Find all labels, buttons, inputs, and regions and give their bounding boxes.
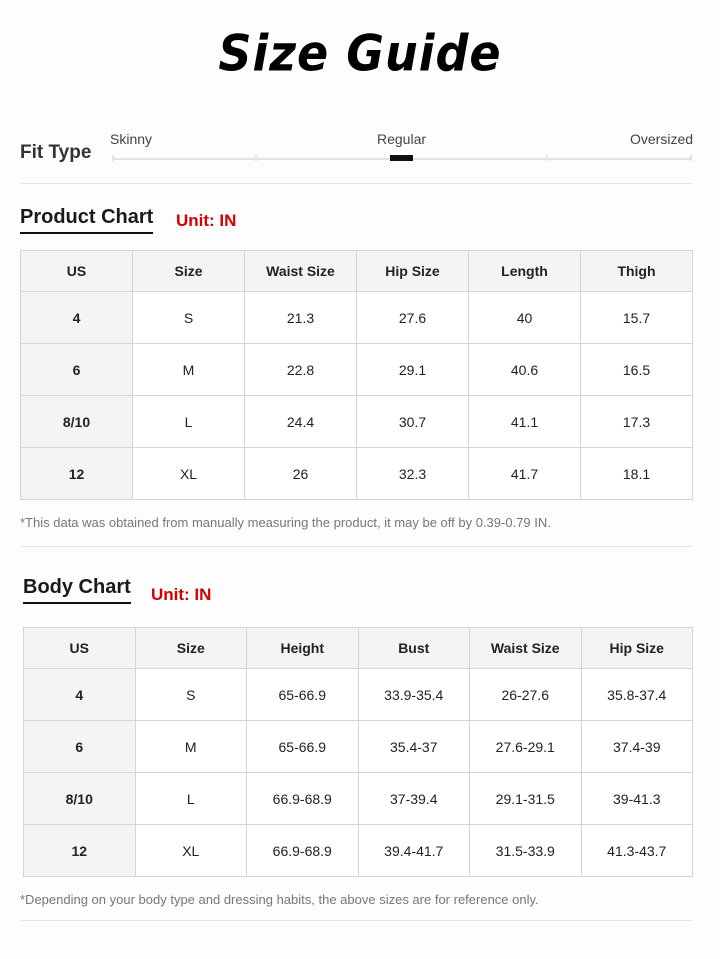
table-cell: 27.6 <box>357 292 469 344</box>
table-row <box>21 448 693 500</box>
product-chart-unit: Unit: IN <box>176 211 237 230</box>
page-title: Size Guide <box>218 23 502 83</box>
fit-option-skinny: Skinny <box>110 131 153 147</box>
table-cell: 35.4-37 <box>358 721 470 773</box>
body-chart-note: *Depending on your body type and dressing habits, the above sizes are for reference only. <box>20 892 539 907</box>
table-cell: 29.1-31.5 <box>470 773 582 825</box>
product-chart-note: *This data was obtained from manually measuring the product, it may be off by 0.39-0.79 IN. <box>20 515 551 530</box>
table-row <box>21 292 693 344</box>
section-divider <box>20 920 693 921</box>
table-cell: 16.5 <box>581 344 693 396</box>
table-cell: 26-27.6 <box>470 669 582 721</box>
product-size-table <box>20 250 693 500</box>
body-chart-title: Body Chart <box>23 576 131 604</box>
column-header-thigh: Thigh <box>581 251 693 292</box>
table-cell: S <box>133 292 245 344</box>
table-cell: 65-66.9 <box>247 669 359 721</box>
table-cell: 66.9-68.9 <box>247 825 359 877</box>
product-chart-title: Product Chart <box>20 206 153 234</box>
column-header-length: Length <box>469 251 581 292</box>
fit-option-regular: Regular <box>377 131 427 147</box>
column-header-height: Height <box>247 628 359 669</box>
table-row <box>24 669 693 721</box>
column-header-us: US <box>24 628 136 669</box>
table-cell: 41.1 <box>469 396 581 448</box>
table-row <box>24 825 693 877</box>
table-cell: XL <box>135 825 247 877</box>
body-chart-unit: Unit: IN <box>151 585 212 604</box>
column-header-size: Size <box>135 628 247 669</box>
table-cell: 24.4 <box>245 396 357 448</box>
fit-scale-tick <box>546 155 548 161</box>
table-cell: 31.5-33.9 <box>470 825 582 877</box>
table-row <box>21 396 693 448</box>
table-cell: 4 <box>24 669 136 721</box>
section-divider <box>20 546 693 547</box>
table-cell: 12 <box>24 825 136 877</box>
table-cell: 39-41.3 <box>581 773 693 825</box>
fit-selected-marker <box>390 155 413 161</box>
table-cell: M <box>133 344 245 396</box>
fit-option-oversized: Oversized <box>630 131 694 147</box>
fit-scale-tick <box>112 155 114 161</box>
table-header-row <box>24 628 693 669</box>
table-cell: 40.6 <box>469 344 581 396</box>
table-cell: 8/10 <box>21 396 133 448</box>
table-row <box>21 344 693 396</box>
column-header-bust: Bust <box>358 628 470 669</box>
fit-scale-tick <box>690 155 692 161</box>
table-cell: L <box>133 396 245 448</box>
table-cell: 17.3 <box>581 396 693 448</box>
table-cell: 65-66.9 <box>247 721 359 773</box>
table-cell: 15.7 <box>581 292 693 344</box>
table-row <box>24 773 693 825</box>
column-header-us: US <box>21 251 133 292</box>
table-cell: 37-39.4 <box>358 773 470 825</box>
table-header-row <box>21 251 693 292</box>
column-header-hip-size: Hip Size <box>357 251 469 292</box>
table-cell: 21.3 <box>245 292 357 344</box>
table-cell: S <box>135 669 247 721</box>
table-cell: 29.1 <box>357 344 469 396</box>
table-cell: 35.8-37.4 <box>581 669 693 721</box>
table-cell: 12 <box>21 448 133 500</box>
table-cell: 8/10 <box>24 773 136 825</box>
section-divider <box>20 183 693 184</box>
column-header-waist-size: Waist Size <box>470 628 582 669</box>
table-cell: 6 <box>24 721 136 773</box>
table-cell: 4 <box>21 292 133 344</box>
table-cell: 18.1 <box>581 448 693 500</box>
table-cell: 37.4-39 <box>581 721 693 773</box>
table-cell: 39.4-41.7 <box>358 825 470 877</box>
table-cell: 22.8 <box>245 344 357 396</box>
table-cell: 6 <box>21 344 133 396</box>
column-header-size: Size <box>133 251 245 292</box>
column-header-hip-size: Hip Size <box>581 628 693 669</box>
table-cell: 27.6-29.1 <box>470 721 582 773</box>
table-cell: 26 <box>245 448 357 500</box>
table-cell: 66.9-68.9 <box>247 773 359 825</box>
table-cell: 40 <box>469 292 581 344</box>
fit-type-label: Fit Type <box>20 142 92 163</box>
table-cell: 41.3-43.7 <box>581 825 693 877</box>
table-row <box>24 721 693 773</box>
table-cell: 30.7 <box>357 396 469 448</box>
table-cell: 32.3 <box>357 448 469 500</box>
column-header-waist-size: Waist Size <box>245 251 357 292</box>
body-size-table <box>23 627 693 877</box>
table-cell: M <box>135 721 247 773</box>
fit-scale-tick <box>255 155 257 161</box>
table-cell: 33.9-35.4 <box>358 669 470 721</box>
table-cell: XL <box>133 448 245 500</box>
table-cell: 41.7 <box>469 448 581 500</box>
table-cell: L <box>135 773 247 825</box>
